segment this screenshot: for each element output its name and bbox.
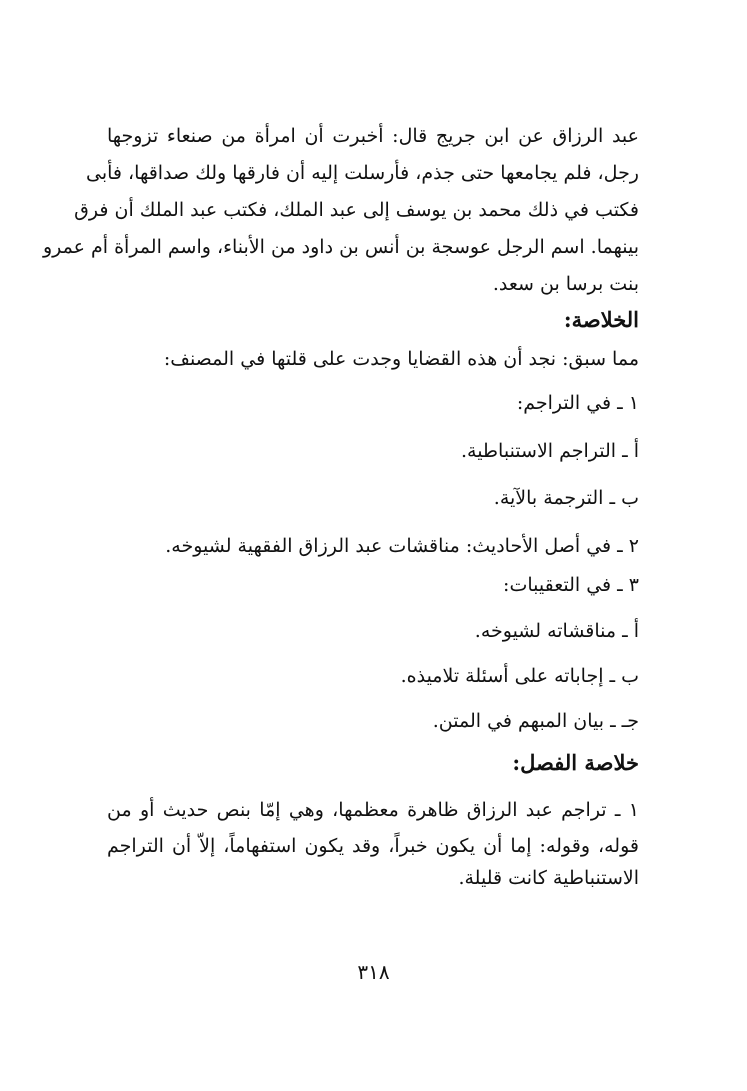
summary-item: ٢ ـ في أصل الأحاديث: مناقشات عبد الرزاق الفقهية لشيوخه.: [165, 535, 639, 557]
summary-heading: الخلاصة:: [563, 307, 639, 332]
summary-item: ١ ـ في التراجم:: [516, 392, 639, 414]
paragraph-line: بنت برسا بن سعد.: [492, 273, 639, 295]
paragraph-line: بينهما. اسم الرجل عوسجة بن أنس بن داود من الأبناء، واسم المرأة أم عمرو: [42, 236, 639, 258]
summary-intro: مما سبق: نجد أن هذه القضايا وجدت على قلتها في المصنف:: [163, 348, 639, 370]
summary-item: أ ـ مناقشاته لشيوخه.: [474, 620, 639, 642]
summary-item: ب ـ إجاباته على أسئلة تلاميذه.: [400, 665, 639, 687]
summary-item: أ ـ التراجم الاستنباطية.: [460, 440, 639, 462]
summary-item: ٣ ـ في التعقيبات:: [503, 574, 639, 596]
paragraph-line: رجل، فلم يجامعها حتى جذم، فأرسلت إليه أن فارقها ولك صداقها، فأبى: [86, 162, 639, 184]
chapter-summary-line: قوله، وقوله: إما أن يكون خبراً، وقد يكون استفهاماً، إلاّ أن التراجم: [107, 835, 639, 857]
summary-item: ب ـ الترجمة بالآية.: [493, 487, 639, 509]
summary-item: جـ ـ بيان المبهم في المتن.: [432, 710, 639, 732]
chapter-summary-heading: خلاصة الفصل:: [512, 750, 639, 775]
paragraph-line: فكتب في ذلك محمد بن يوسف إلى عبد الملك، فكتب عبد الملك أن فرق: [74, 199, 639, 221]
page-number: ٣١٨: [357, 960, 390, 984]
chapter-summary-line: الاستنباطية كانت قليلة.: [458, 867, 639, 889]
chapter-summary-line: ١ ـ تراجم عبد الرزاق ظاهرة معظمها، وهي إمّا بنص حديث أو من: [107, 799, 639, 821]
paragraph-line: عبد الرزاق عن ابن جريج قال: أخبرت أن امرأة من صنعاء تزوجها: [107, 125, 639, 147]
